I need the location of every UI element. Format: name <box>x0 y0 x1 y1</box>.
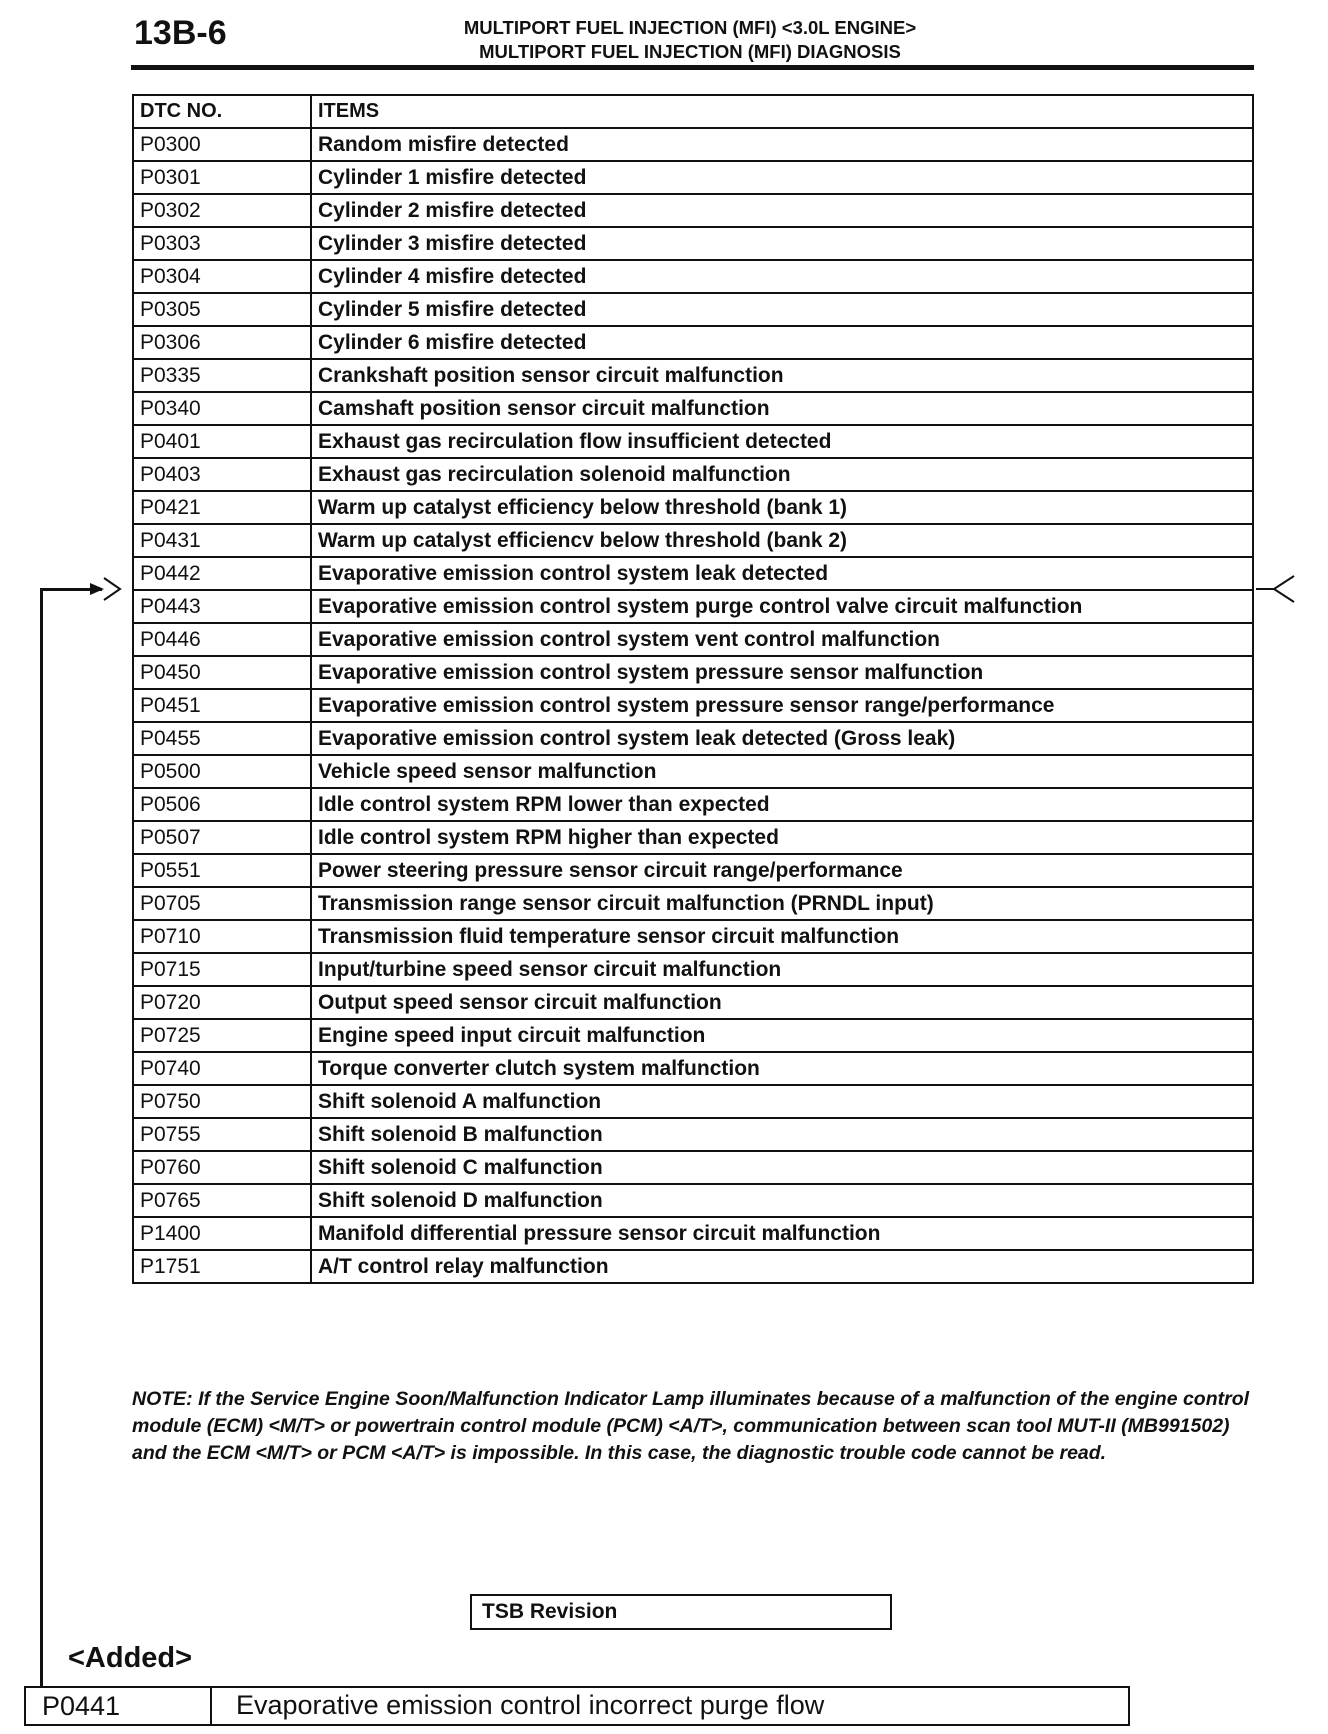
dtc-item: Input/turbine speed sensor circuit malfunction <box>311 953 1253 986</box>
table-row <box>133 1019 1253 1052</box>
note-text: NOTE: If the Service Engine Soon/Malfunction Indicator Lamp illuminates because of a malfunction of the engine control module (ECM) <M/T> or powertrain control module (PCM) <A/T>, communication between scan tool MUT-II (MB991502) and the ECM <M/T> or PCM <A/T> is impossible. In this case, the diagnostic trouble code cannot be read. <box>132 1388 1250 1464</box>
dtc-item: Cylinder 5 misfire detected <box>311 293 1253 326</box>
dtc-item: Engine speed input circuit malfunction <box>311 1019 1253 1052</box>
dtc-code: P0760 <box>133 1151 311 1184</box>
dtc-item: Crankshaft position sensor circuit malfunction <box>311 359 1253 392</box>
dtc-code: P1400 <box>133 1217 311 1250</box>
dtc-code: P1751 <box>133 1250 311 1283</box>
dtc-item: Evaporative emission control system vent control malfunction <box>311 623 1253 656</box>
dtc-code: P0765 <box>133 1184 311 1217</box>
dtc-item: Shift solenoid D malfunction <box>311 1184 1253 1217</box>
dtc-code: P0451 <box>133 689 311 722</box>
table-row <box>133 1184 1253 1217</box>
dtc-item: Cylinder 1 misfire detected <box>311 161 1253 194</box>
dtc-item: Power steering pressure sensor circuit range/performance <box>311 854 1253 887</box>
column-header-items: ITEMS <box>311 95 1253 128</box>
dtc-code: P0446 <box>133 623 311 656</box>
dtc-item: Cylinder 3 misfire detected <box>311 227 1253 260</box>
dtc-code: P0710 <box>133 920 311 953</box>
table-row <box>133 887 1253 920</box>
page-number: 13B-6 <box>134 14 227 52</box>
dtc-item: Cylinder 2 misfire detected <box>311 194 1253 227</box>
dtc-code: P0335 <box>133 359 311 392</box>
dtc-item: Idle control system RPM higher than expected <box>311 821 1253 854</box>
dtc-code: P0340 <box>133 392 311 425</box>
insertion-marker-arrows <box>0 0 1328 700</box>
dtc-item: Shift solenoid C malfunction <box>311 1151 1253 1184</box>
dtc-code: P0740 <box>133 1052 311 1085</box>
dtc-item: Evaporative emission control system purge control valve circuit malfunction <box>311 590 1253 623</box>
dtc-item: Exhaust gas recirculation flow insufficient detected <box>311 425 1253 458</box>
dtc-code: P0303 <box>133 227 311 260</box>
dtc-code: P0401 <box>133 425 311 458</box>
dtc-code: P0500 <box>133 755 311 788</box>
dtc-code: P0442 <box>133 557 311 590</box>
dtc-item: Cylinder 4 misfire detected <box>311 260 1253 293</box>
dtc-code: P0300 <box>133 128 311 161</box>
dtc-code: P0551 <box>133 854 311 887</box>
dtc-code: P0306 <box>133 326 311 359</box>
column-header-dtc-no: DTC NO. <box>133 95 311 128</box>
table-row <box>133 920 1253 953</box>
table-row <box>133 722 1253 755</box>
dtc-item: Manifold differential pressure sensor circuit malfunction <box>311 1217 1253 1250</box>
dtc-code: P0305 <box>133 293 311 326</box>
table-row <box>133 953 1253 986</box>
dtc-code: P0725 <box>133 1019 311 1052</box>
dtc-item: Vehicle speed sensor malfunction <box>311 755 1253 788</box>
table-row <box>133 1250 1253 1283</box>
dtc-item: Warm up catalyst efficiency below threshold (bank 1) <box>311 491 1253 524</box>
dtc-code: P0507 <box>133 821 311 854</box>
added-label: <Added> <box>68 1642 193 1674</box>
table-row <box>133 986 1253 1019</box>
dtc-code: P0750 <box>133 1085 311 1118</box>
added-dtc-row <box>24 1686 1130 1726</box>
dtc-code: P0720 <box>133 986 311 1019</box>
tsb-revision-box <box>470 1594 892 1630</box>
tsb-revision-label: TSB Revision <box>482 1600 618 1623</box>
dtc-code: P0304 <box>133 260 311 293</box>
table-row <box>133 821 1253 854</box>
dtc-code: P0755 <box>133 1118 311 1151</box>
dtc-item: Cylinder 6 misfire detected <box>311 326 1253 359</box>
table-row <box>133 1151 1253 1184</box>
insertion-arrow-right-icon <box>1256 576 1294 602</box>
dtc-item: Torque converter clutch system malfunction <box>311 1052 1253 1085</box>
table-row <box>133 755 1253 788</box>
dtc-item: A/T control relay malfunction <box>311 1250 1253 1283</box>
dtc-item: Warm up catalyst efficiencv below threshold (bank 2) <box>311 524 1253 557</box>
table-row <box>133 1118 1253 1151</box>
dtc-item: Evaporative emission control system leak detected (Gross leak) <box>311 722 1253 755</box>
dtc-code: P0421 <box>133 491 311 524</box>
dtc-code: P0715 <box>133 953 311 986</box>
added-dtc-item: Evaporative emission control incorrect purge flow <box>236 1690 825 1720</box>
dtc-item: Random misfire detected <box>311 128 1253 161</box>
dtc-code: P0443 <box>133 590 311 623</box>
dtc-code: P0450 <box>133 656 311 689</box>
dtc-item: Transmission fluid temperature sensor circuit malfunction <box>311 920 1253 953</box>
insertion-arrow-left-icon <box>90 578 120 600</box>
dtc-item: Evaporative emission control system pressure sensor range/performance <box>311 689 1253 722</box>
dtc-item: Shift solenoid A malfunction <box>311 1085 1253 1118</box>
dtc-item: Idle control system RPM lower than expected <box>311 788 1253 821</box>
dtc-code: P0431 <box>133 524 311 557</box>
insertion-marker-line <box>40 589 43 1686</box>
header-title-line1: MULTIPORT FUEL INJECTION (MFI) <3.0L ENGINE> <box>463 17 917 38</box>
table-row <box>133 788 1253 821</box>
dtc-code: P0403 <box>133 458 311 491</box>
table-row <box>133 1217 1253 1250</box>
dtc-item: Exhaust gas recirculation solenoid malfunction <box>311 458 1253 491</box>
dtc-code: P0302 <box>133 194 311 227</box>
table-row <box>133 854 1253 887</box>
dtc-item: Evaporative emission control system leak detected <box>311 557 1253 590</box>
table-row <box>133 1085 1253 1118</box>
dtc-item: Shift solenoid B malfunction <box>311 1118 1253 1151</box>
dtc-item: Camshaft position sensor circuit malfunction <box>311 392 1253 425</box>
dtc-item: Transmission range sensor circuit malfunction (PRNDL input) <box>311 887 1253 920</box>
added-dtc-code: P0441 <box>26 1688 212 1724</box>
dtc-code: P0301 <box>133 161 311 194</box>
dtc-code: P0705 <box>133 887 311 920</box>
dtc-code: P0506 <box>133 788 311 821</box>
header-title-line2: MULTIPORT FUEL INJECTION (MFI) DIAGNOSIS <box>479 41 901 62</box>
table-row <box>133 1052 1253 1085</box>
dtc-item: Evaporative emission control system pressure sensor malfunction <box>311 656 1253 689</box>
dtc-code: P0455 <box>133 722 311 755</box>
dtc-item: Output speed sensor circuit malfunction <box>311 986 1253 1019</box>
